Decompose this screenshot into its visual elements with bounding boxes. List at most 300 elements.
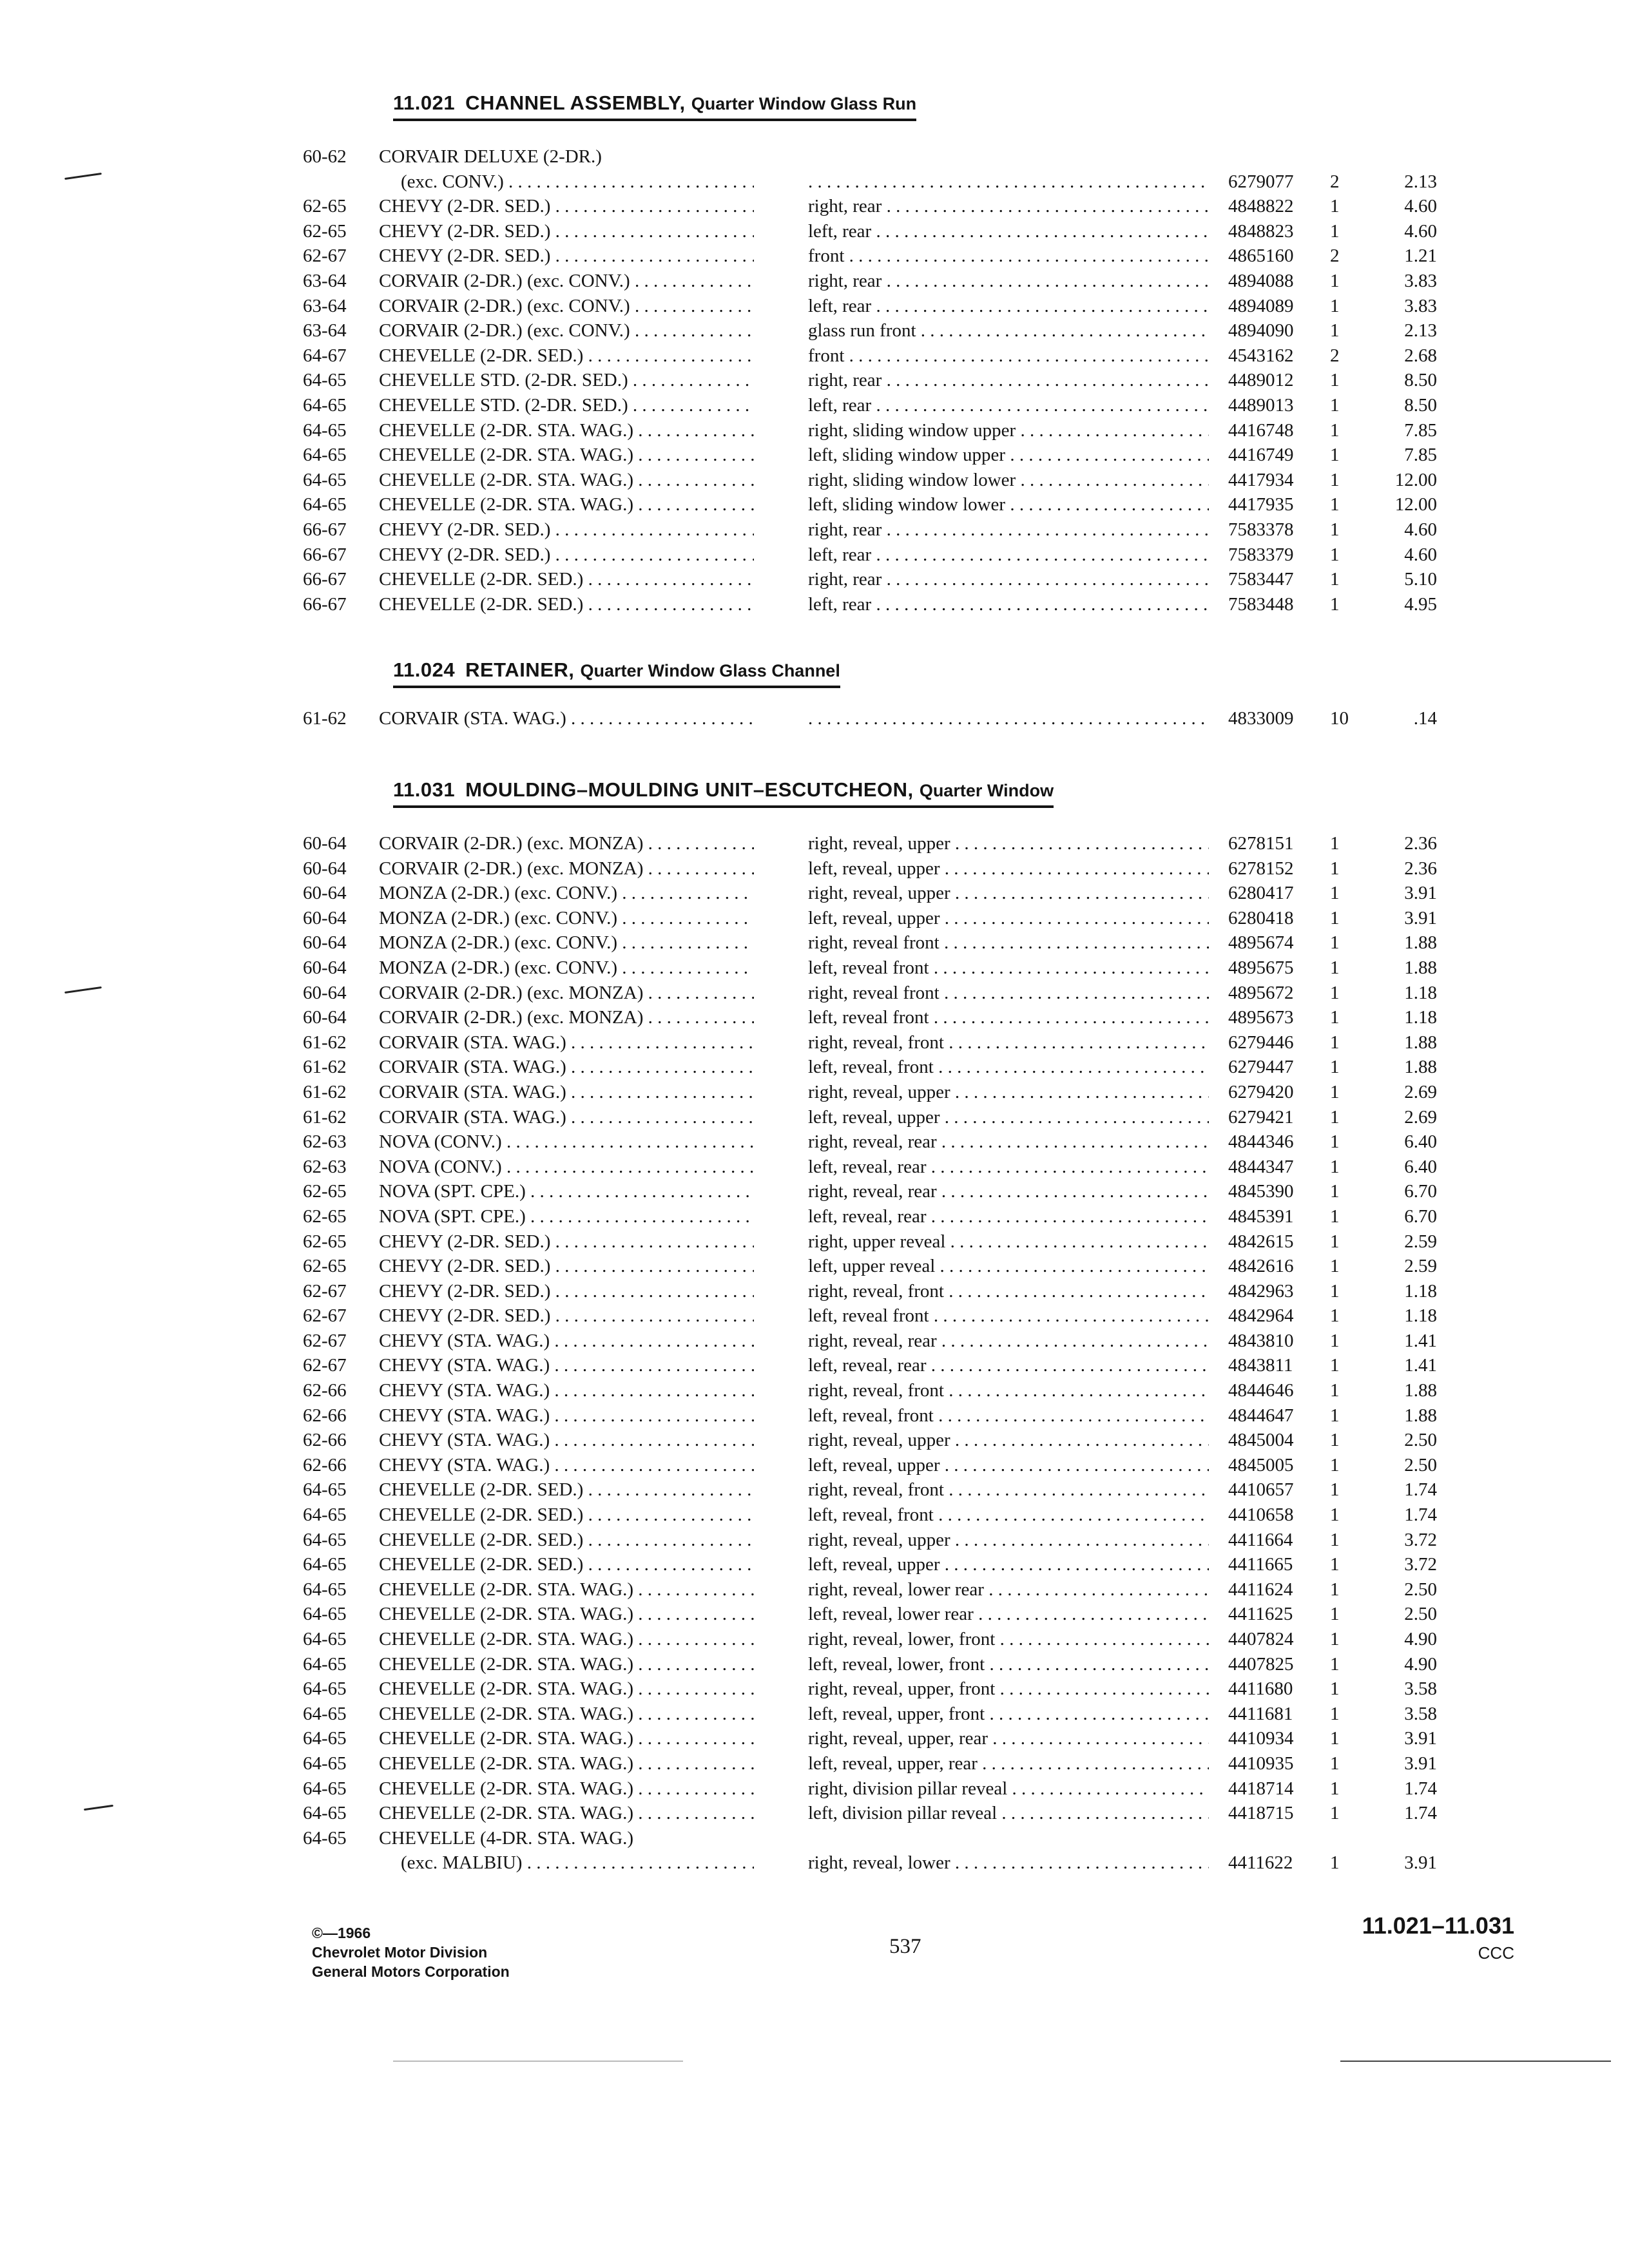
price: 3.83 (1404, 295, 1437, 316)
model-years: 61-62 (303, 1081, 347, 1102)
part-description: right, reveal, front . . . (808, 1279, 1209, 1303)
part-description: right, reveal, rear . . . (808, 1129, 1209, 1154)
part-description: left, sliding window upper . . . (808, 443, 1209, 467)
model-name: CHEVELLE (2-DR. STA. WAG.) . . . (379, 1726, 754, 1751)
part-description: right, reveal, lower . . . (808, 1850, 1209, 1875)
model-years: 62-63 (303, 1131, 347, 1153)
price: 1.88 (1404, 957, 1437, 978)
model-name: MONZA (2-DR.) (exc. CONV.) . . . (379, 930, 754, 955)
price: 8.50 (1404, 370, 1437, 391)
model-years: 62-67 (303, 1330, 347, 1351)
quantity: 1 (1330, 1330, 1340, 1351)
model-name: CORVAIR (2-DR.) (exc. MONZA) . . . (379, 1005, 754, 1030)
quantity: 1 (1330, 1231, 1340, 1252)
quantity: 1 (1330, 858, 1340, 879)
model-name: CHEVELLE (2-DR. SED.) . . . (379, 1503, 754, 1527)
section-title-11-021 (393, 91, 916, 121)
price: 4.60 (1404, 519, 1437, 540)
model-name: CHEVY (2-DR. SED.) . . . (379, 219, 754, 244)
table-row (0, 1477, 1629, 1503)
part-description: left, sliding window lower . . . (808, 492, 1209, 517)
quantity: 1 (1330, 1703, 1340, 1724)
quantity: 1 (1330, 445, 1340, 466)
model-name: CHEVELLE (2-DR. SED.) . . . (379, 1552, 754, 1577)
model-years: 62-67 (303, 1355, 347, 1376)
table-row (0, 269, 1629, 294)
model-name: CHEVY (STA. WAG.) . . . (379, 1453, 754, 1477)
part-number: 4410934 (1228, 1728, 1294, 1749)
price: 7.85 (1404, 445, 1437, 466)
quantity: 1 (1330, 1728, 1340, 1749)
price: 3.91 (1404, 1728, 1437, 1749)
part-description: right, reveal, front . . . (808, 1477, 1209, 1502)
section-subtitle: Quarter Window (919, 781, 1054, 800)
part-number: 4411622 (1228, 1852, 1293, 1874)
part-description: right, reveal front . . . (808, 981, 1209, 1005)
model-years: 64-65 (303, 1827, 347, 1849)
table-row (0, 956, 1629, 981)
bottom-rule (1340, 2061, 1611, 2062)
part-description: left, reveal, rear . . . (808, 1155, 1209, 1179)
model-years: 64-65 (303, 1678, 347, 1700)
model-years: 60-64 (303, 957, 347, 978)
table-row (0, 1229, 1629, 1254)
division-name: Chevrolet Motor Division (312, 1944, 488, 1961)
part-number: 4894090 (1228, 320, 1294, 341)
table-row (0, 543, 1629, 568)
model-name: CORVAIR (2-DR.) (exc. MONZA) . . . (379, 831, 754, 856)
part-description: right, reveal, upper . . . (808, 1528, 1209, 1552)
part-number: 4833009 (1228, 708, 1294, 729)
model-years: 64-65 (303, 1479, 347, 1501)
quantity: 2 (1330, 245, 1340, 267)
part-number: 6278151 (1228, 833, 1294, 854)
model-name: CHEVY (STA. WAG.) . . . (379, 1378, 754, 1403)
model-years: 64-65 (303, 1629, 347, 1649)
model-years: 64-65 (303, 1728, 347, 1749)
price: 1.88 (1404, 1057, 1437, 1078)
part-number: 4842616 (1228, 1256, 1294, 1277)
quantity: 1 (1330, 569, 1340, 590)
corporation-name: General Motors Corporation (312, 1963, 510, 1980)
part-description: left, reveal, front . . . (808, 1055, 1209, 1079)
part-number: 4410658 (1228, 1504, 1294, 1526)
part-description: left, reveal, rear . . . (808, 1353, 1209, 1378)
table-row (0, 169, 1629, 195)
quantity: 1 (1330, 1280, 1340, 1302)
quantity: 1 (1330, 196, 1340, 217)
part-number: 4894089 (1228, 295, 1294, 316)
price: 1.88 (1404, 1380, 1437, 1401)
quantity: 1 (1330, 982, 1340, 1003)
quantity: 1 (1330, 494, 1340, 515)
price: 3.72 (1404, 1554, 1437, 1575)
model-name: CHEVELLE (2-DR. STA. WAG.) . . . (379, 1776, 754, 1801)
quantity: 1 (1330, 1653, 1340, 1675)
quantity: 1 (1330, 1803, 1340, 1824)
part-description: left, reveal front . . . (808, 1005, 1209, 1030)
model-name: CHEVY (2-DR. SED.) . . . (379, 517, 754, 542)
table-row (0, 1155, 1629, 1180)
model-name: CHEVY (2-DR. SED.) . . . (379, 1229, 754, 1254)
model-years: 60-64 (303, 982, 347, 1003)
part-number: 4848822 (1228, 196, 1294, 217)
model-name: CHEVELLE (2-DR. SED.) . . . (379, 592, 754, 617)
model-name: NOVA (SPT. CPE.) . . . (379, 1204, 754, 1229)
publisher-block (312, 1923, 510, 1981)
model-years: 61-62 (303, 708, 347, 729)
quantity: 1 (1330, 1479, 1340, 1501)
model-years: 64-65 (303, 1753, 347, 1774)
quantity: 1 (1330, 907, 1340, 928)
price: 1.18 (1404, 1007, 1437, 1028)
quantity: 1 (1330, 1181, 1340, 1202)
part-description: front . . . (808, 343, 1209, 368)
quantity: 1 (1330, 270, 1340, 291)
model-name: CORVAIR (2-DR.) (exc. CONV.) . . . (379, 318, 754, 343)
quantity: 1 (1330, 1305, 1340, 1327)
part-description (808, 169, 1209, 194)
part-number: 4407825 (1228, 1653, 1294, 1675)
table-row (0, 1428, 1629, 1453)
model-name: CHEVELLE (2-DR. SED.) . . . (379, 567, 754, 591)
parts-table-retainer (0, 706, 1629, 731)
part-number: 4844346 (1228, 1131, 1294, 1153)
model-years: 62-67 (303, 1305, 347, 1327)
price: 12.00 (1394, 469, 1437, 490)
price: 1.74 (1404, 1803, 1437, 1824)
quantity: 1 (1330, 1256, 1340, 1277)
model-years: 62-65 (303, 1256, 347, 1277)
model-name: CHEVELLE STD. (2-DR. SED.) . . . (379, 393, 754, 418)
model-years: 61-62 (303, 1057, 347, 1078)
model-name: CHEVELLE STD. (2-DR. SED.) . . . (379, 368, 754, 392)
part-description: right, reveal, upper, front . . . (808, 1677, 1209, 1701)
model-years: 63-64 (303, 270, 347, 291)
model-years: 62-65 (303, 1206, 347, 1227)
quantity: 2 (1330, 345, 1340, 366)
part-number: 6279077 (1228, 171, 1294, 192)
model-years: 66-67 (303, 593, 347, 615)
section-heading: RETAINER, (465, 658, 575, 681)
part-description: right, reveal, upper . . . (808, 1080, 1209, 1104)
part-number: 4489012 (1228, 370, 1294, 391)
table-row (0, 418, 1629, 443)
model-years: 64-67 (303, 345, 347, 366)
table-row (0, 1204, 1629, 1229)
quantity: 1 (1330, 1081, 1340, 1102)
price: 6.70 (1404, 1181, 1437, 1202)
table-row (0, 1453, 1629, 1478)
table-row (0, 1602, 1629, 1627)
model-name: CHEVELLE (2-DR. STA. WAG.) . . . (379, 1577, 754, 1602)
model-name: CHEVELLE (2-DR. STA. WAG.) . . . (379, 1602, 754, 1626)
model-years: 64-65 (303, 1604, 347, 1625)
model-name: CORVAIR (STA. WAG.) . . . (379, 706, 754, 731)
part-description: right, rear . . . (808, 269, 1209, 293)
model-years: 62-67 (303, 1280, 347, 1302)
price: 3.91 (1404, 1852, 1437, 1874)
price: 1.74 (1404, 1778, 1437, 1799)
price: 8.50 (1404, 394, 1437, 416)
model-name: CHEVELLE (2-DR. STA. WAG.) . . . (379, 1801, 754, 1825)
quantity: 1 (1330, 295, 1340, 316)
part-description: right, rear . . . (808, 368, 1209, 392)
part-number: 4844646 (1228, 1380, 1294, 1401)
part-description: left, reveal, upper . . . (808, 1552, 1209, 1577)
part-description: right, reveal, front . . . (808, 1030, 1209, 1055)
table-row (0, 1652, 1629, 1677)
part-number: 4844647 (1228, 1405, 1294, 1426)
part-description: right, reveal, upper . . . (808, 831, 1209, 856)
price: 12.00 (1394, 494, 1437, 515)
model-name: CHEVY (2-DR. SED.) . . . (379, 543, 754, 567)
section-subtitle: Quarter Window Glass Run (691, 94, 917, 113)
price: 1.41 (1404, 1355, 1437, 1376)
quantity: 1 (1330, 1131, 1340, 1153)
model-name: CHEVY (STA. WAG.) . . . (379, 1428, 754, 1452)
price: .14 (1413, 708, 1437, 729)
quantity: 1 (1330, 1380, 1340, 1401)
part-description: left, upper reveal . . . (808, 1254, 1209, 1278)
model-name: CHEVY (STA. WAG.) . . . (379, 1403, 754, 1428)
part-description: left, reveal front . . . (808, 1303, 1209, 1328)
price: 4.60 (1404, 196, 1437, 217)
part-number: 4844347 (1228, 1156, 1294, 1177)
model-name: CORVAIR (STA. WAG.) . . . (379, 1055, 754, 1079)
model-years: 64-65 (303, 1778, 347, 1799)
quantity: 1 (1330, 1753, 1340, 1774)
quantity: 1 (1330, 593, 1340, 615)
section-range: 11.021–11.031 (1362, 1912, 1514, 1939)
price: 1.88 (1404, 932, 1437, 954)
table-row (0, 1677, 1629, 1702)
table-row (0, 1702, 1629, 1727)
model-name: CHEVELLE (2-DR. STA. WAG.) . . . (379, 1652, 754, 1677)
part-description: right, sliding window lower . . . (808, 468, 1209, 492)
part-number: 7583378 (1228, 519, 1294, 540)
quantity: 1 (1330, 1156, 1340, 1177)
table-row (0, 318, 1629, 343)
part-number: 6279421 (1228, 1106, 1294, 1128)
quantity: 1 (1330, 1007, 1340, 1028)
part-description: left, reveal, front . . . (808, 1503, 1209, 1527)
part-description: right, reveal front . . . (808, 930, 1209, 955)
page-number: 537 (889, 1935, 921, 1958)
model-name: MONZA (2-DR.) (exc. CONV.) . . . (379, 881, 754, 905)
table-row (0, 856, 1629, 881)
model-years: 64-65 (303, 1803, 347, 1824)
part-description: right, rear . . . (808, 194, 1209, 218)
table-row (0, 1179, 1629, 1204)
price: 2.13 (1404, 171, 1437, 192)
part-number: 6279420 (1228, 1081, 1294, 1102)
part-number: 4845004 (1228, 1430, 1294, 1451)
part-description: left, reveal, front . . . (808, 1403, 1209, 1428)
part-number: 4417935 (1228, 494, 1294, 515)
quantity: 1 (1330, 1554, 1340, 1575)
table-row (0, 1329, 1629, 1354)
model-name: CORVAIR (STA. WAG.) . . . (379, 1030, 754, 1055)
price: 3.91 (1404, 1753, 1437, 1774)
part-description: left, reveal, lower, front . . . (808, 1652, 1209, 1677)
quantity: 1 (1330, 1454, 1340, 1475)
part-number: 4848823 (1228, 220, 1294, 242)
part-description (808, 706, 1209, 731)
price: 1.18 (1404, 1305, 1437, 1327)
part-number: 4895675 (1228, 957, 1294, 978)
price: 2.68 (1404, 345, 1437, 366)
model-name: CHEVELLE (2-DR. STA. WAG.) . . . (379, 1677, 754, 1701)
price: 1.41 (1404, 1330, 1437, 1351)
price: 1.74 (1404, 1479, 1437, 1501)
model-name: CHEVELLE (4-DR. STA. WAG.) (379, 1827, 634, 1849)
quantity: 1 (1330, 220, 1340, 242)
model-years: 66-67 (303, 544, 347, 565)
table-row (0, 1005, 1629, 1030)
price: 4.60 (1404, 544, 1437, 565)
table-row (0, 343, 1629, 369)
quantity: 1 (1330, 394, 1340, 416)
part-number: 4843811 (1228, 1355, 1293, 1376)
part-number: 4411680 (1228, 1678, 1293, 1700)
part-description: left, reveal, upper . . . (808, 856, 1209, 881)
part-number: 6280417 (1228, 883, 1294, 904)
table-row (0, 1353, 1629, 1378)
part-description: right, reveal, front . . . (808, 1378, 1209, 1403)
table-row (0, 1030, 1629, 1055)
table-row (0, 592, 1629, 617)
part-number: 7583379 (1228, 544, 1294, 565)
price: 1.21 (1404, 245, 1437, 267)
quantity: 1 (1330, 883, 1340, 904)
model-name: CHEVELLE (2-DR. SED.) . . . (379, 343, 754, 368)
quantity: 10 (1330, 708, 1349, 729)
part-number: 6279446 (1228, 1032, 1294, 1053)
quantity: 1 (1330, 1678, 1340, 1700)
part-number: 4865160 (1228, 245, 1294, 267)
part-number: 4416749 (1228, 445, 1294, 466)
model-years: 64-65 (303, 1653, 347, 1675)
model-years: 64-65 (303, 1579, 347, 1600)
price: 3.83 (1404, 270, 1437, 291)
quantity: 1 (1330, 1778, 1340, 1799)
part-number: 6278152 (1228, 858, 1294, 879)
model-name: CHEVY (2-DR. SED.) . . . (379, 194, 754, 218)
model-years: 62-66 (303, 1430, 347, 1451)
part-description: right, division pillar reveal . . . (808, 1776, 1209, 1801)
part-description: left, rear . . . (808, 393, 1209, 418)
model-years: 64-65 (303, 419, 347, 441)
price: 4.90 (1404, 1653, 1437, 1675)
table-row (0, 831, 1629, 856)
price: 3.91 (1404, 907, 1437, 928)
table-row (0, 1776, 1629, 1802)
part-description: left, rear . . . (808, 543, 1209, 567)
table-row (0, 468, 1629, 493)
price: 1.88 (1404, 1032, 1437, 1053)
part-number: 4894088 (1228, 270, 1294, 291)
price: 1.18 (1404, 982, 1437, 1003)
price: 3.58 (1404, 1703, 1437, 1724)
table-row (0, 906, 1629, 931)
part-number: 4543162 (1228, 345, 1294, 366)
table-row (0, 1378, 1629, 1403)
part-number: 4411664 (1228, 1529, 1293, 1550)
model-years: 62-66 (303, 1380, 347, 1401)
section-title-11-031 (393, 778, 1054, 808)
model-years: 64-65 (303, 445, 347, 466)
quantity: 1 (1330, 1057, 1340, 1078)
model-years: 64-65 (303, 1703, 347, 1724)
part-description: left, reveal, upper . . . (808, 1453, 1209, 1477)
part-description: right, reveal, rear . . . (808, 1179, 1209, 1204)
part-number: 7583447 (1228, 569, 1294, 590)
price: 2.50 (1404, 1579, 1437, 1600)
price: 3.91 (1404, 883, 1437, 904)
price: 5.10 (1404, 569, 1437, 590)
table-row (0, 1503, 1629, 1528)
model-years: 62-63 (303, 1156, 347, 1177)
table-row-heading (0, 1826, 1629, 1851)
model-name: NOVA (SPT. CPE.) . . . (379, 1179, 754, 1204)
model-name: CHEVELLE (2-DR. SED.) . . . (379, 1477, 754, 1502)
part-description: right, sliding window upper . . . (808, 418, 1209, 443)
price: 1.18 (1404, 1280, 1437, 1302)
model-name: CHEVY (2-DR. SED.) . . . (379, 1279, 754, 1303)
part-description: right, reveal, upper, rear . . . (808, 1726, 1209, 1751)
model-years: 64-65 (303, 494, 347, 515)
table-row (0, 1254, 1629, 1279)
bottom-rule (393, 2061, 683, 2062)
model-years: 60-64 (303, 907, 347, 928)
model-years: 64-65 (303, 370, 347, 391)
parts-table-moulding (0, 831, 1629, 1876)
part-description: left, rear . . . (808, 592, 1209, 617)
model-name: CORVAIR (2-DR.) (exc. CONV.) . . . (379, 269, 754, 293)
model-years: 62-65 (303, 196, 347, 217)
price: 1.88 (1404, 1405, 1437, 1426)
model-years: 64-65 (303, 1554, 347, 1575)
part-number: 4417934 (1228, 469, 1294, 490)
model-name: NOVA (CONV.) . . . (379, 1129, 754, 1154)
table-row (0, 1627, 1629, 1652)
price: 2.36 (1404, 833, 1437, 854)
copyright: ©—1966 (312, 1925, 371, 1941)
table-row (0, 1528, 1629, 1553)
quantity: 1 (1330, 1504, 1340, 1526)
catalog-code: CCC (1478, 1943, 1514, 1963)
quantity: 1 (1330, 957, 1340, 978)
part-description: left, division pillar reveal . . . (808, 1801, 1209, 1825)
model-name: CHEVY (STA. WAG.) . . . (379, 1353, 754, 1378)
part-number: 4845391 (1228, 1206, 1294, 1227)
table-row (0, 393, 1629, 418)
model-years: 66-67 (303, 519, 347, 540)
table-row (0, 1552, 1629, 1577)
part-description: right, upper reveal . . . (808, 1229, 1209, 1254)
part-number: 7583448 (1228, 593, 1294, 615)
model-name: CORVAIR (2-DR.) (exc. MONZA) . . . (379, 981, 754, 1005)
table-row (0, 1055, 1629, 1080)
model-years: 60-64 (303, 833, 347, 854)
part-number: 4489013 (1228, 394, 1294, 416)
part-description: right, reveal, lower, front . . . (808, 1627, 1209, 1651)
model-name: CORVAIR DELUXE (2-DR.) (379, 146, 602, 167)
table-row (0, 1105, 1629, 1130)
price: 6.70 (1404, 1206, 1437, 1227)
quantity: 1 (1330, 544, 1340, 565)
